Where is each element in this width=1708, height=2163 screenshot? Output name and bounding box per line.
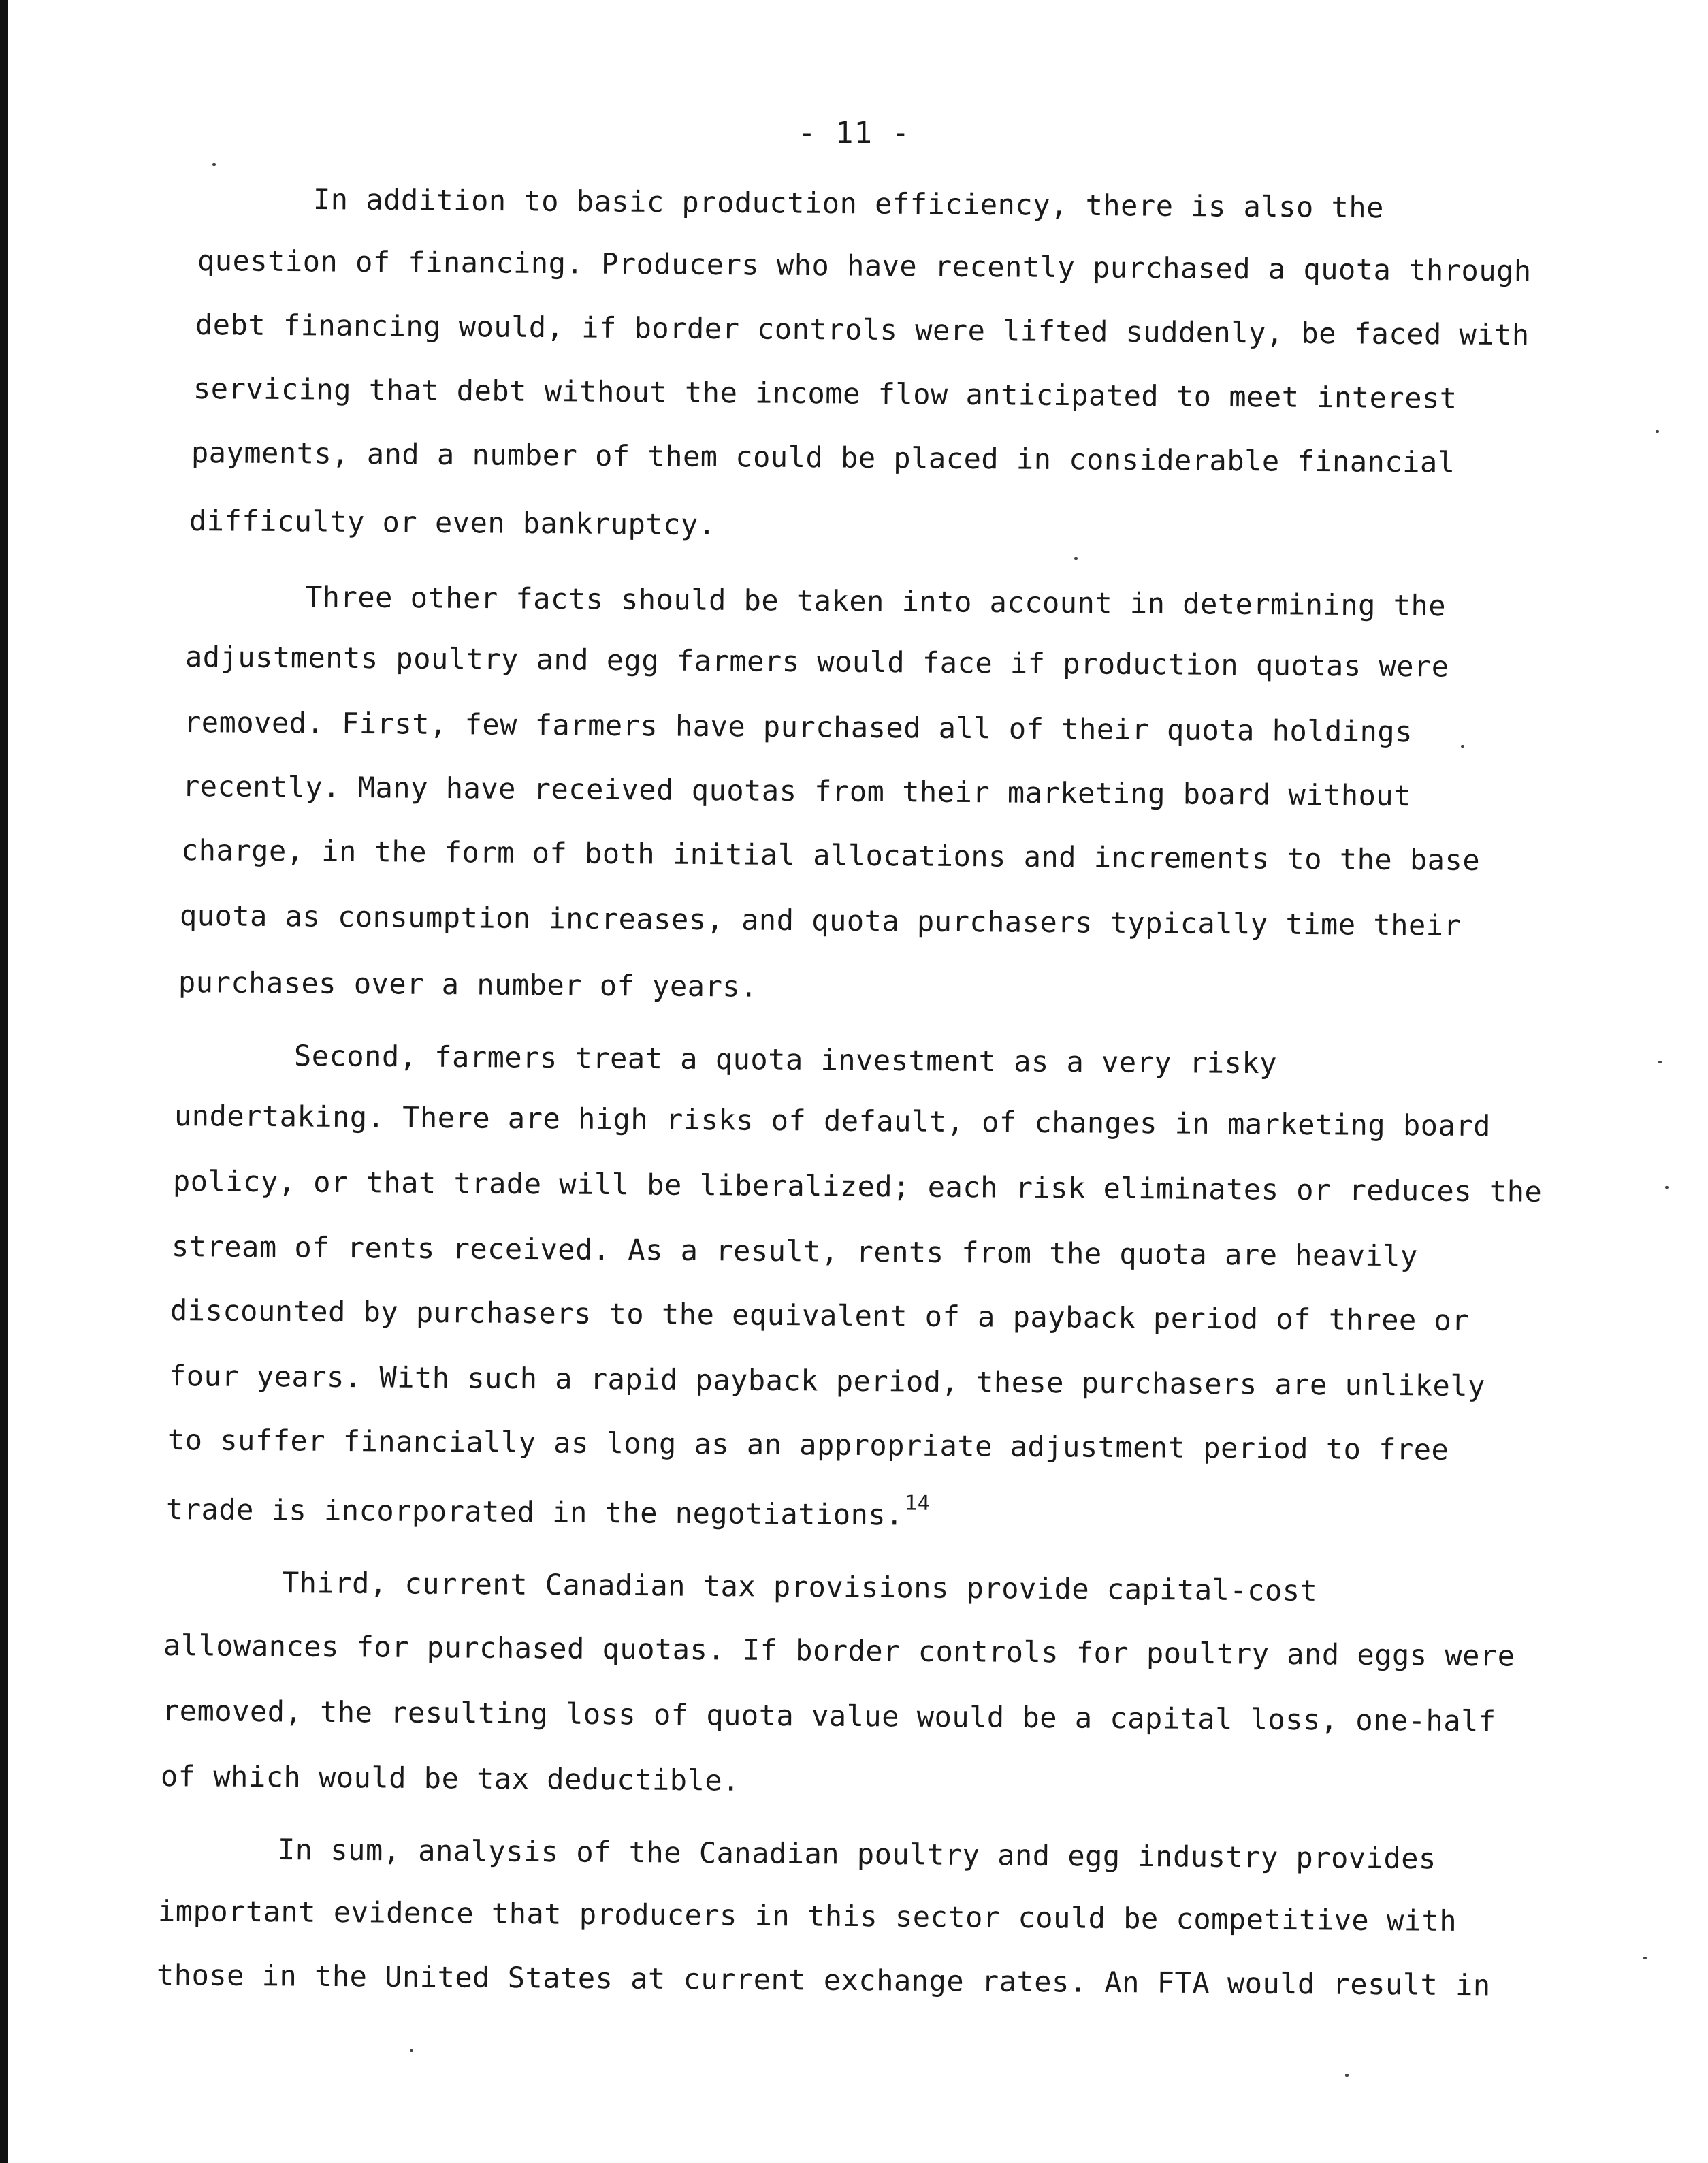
text-line: Second, farmers treat a quota investment as a very risky <box>293 1039 1278 1080</box>
text-line: allowances for purchased quotas. If border controls for poultry and eggs were <box>163 1629 1515 1673</box>
text-line: discounted by purchasers to the equivalent of a payback period of three or <box>170 1294 1470 1337</box>
text-line: Three other facts should be taken into account in determining the <box>304 580 1447 623</box>
footnote-reference: 14 <box>904 1491 931 1516</box>
text-line: In addition to basic production efficiency, there is also the <box>312 182 1385 225</box>
text-line: those in the United States at current exchange rates. An FTA would result in <box>156 1958 1491 2002</box>
text-line: In sum, analysis of the Canadian poultry and egg industry provides <box>277 1833 1437 1876</box>
text-line: charge, in the form of both initial allocations and increments to the base <box>180 833 1481 877</box>
text-line: stream of rents received. As a result, rents from the quota are heavily <box>171 1230 1418 1273</box>
text-line: Third, current Canadian tax provisions provide capital-cost <box>281 1566 1318 1607</box>
scan-speck <box>1345 2074 1349 2077</box>
text-line: important evidence that producers in this sector could be competitive with <box>157 1894 1457 1938</box>
text-line <box>166 1492 931 1532</box>
scan-speck <box>1643 1957 1647 1959</box>
scan-speck <box>410 2049 413 2052</box>
text-line: debt financing would, if border controls were lifted suddenly, be faced with <box>195 308 1530 352</box>
text-line: adjustments poultry and egg farmers would face if production quotas were <box>184 640 1449 684</box>
text-line: removed. First, few farmers have purchased all of their quota holdings <box>183 705 1413 749</box>
text-line-content: trade is incorporated in the negotiations. <box>165 1492 904 1532</box>
text-line: policy, or that trade will be liberalized; each risk eliminates or reduces the <box>172 1164 1543 1208</box>
text-line: undertaking. There are high risks of default, of changes in marketing board <box>174 1099 1492 1143</box>
scan-speck <box>1658 1061 1662 1063</box>
page-number: - 11 - <box>798 116 910 150</box>
text-line: payments, and a number of them could be placed in considerable financial <box>191 436 1455 479</box>
scan-speck <box>212 163 216 166</box>
text-line: purchases over a number of years. <box>178 965 758 1004</box>
text-line: quota as consumption increases, and quota purchasers typically time their <box>179 899 1462 942</box>
text-line: difficulty or even bankruptcy. <box>189 504 716 542</box>
scan-speck <box>1461 745 1464 748</box>
text-line: four years. With such a rapid payback period, these purchasers are unlikely <box>168 1359 1486 1403</box>
text-line: to suffer financially as long as an appropriate adjustment period to free <box>167 1423 1449 1467</box>
scan-speck <box>1074 557 1078 560</box>
text-line: removed, the resulting loss of quota value would be a capital loss, one-half <box>161 1694 1496 1738</box>
text-line: recently. Many have received quotas from their marketing board without <box>182 769 1412 813</box>
scan-speck <box>1665 1186 1669 1189</box>
text-line: of which would be tax deductible. <box>160 1759 741 1797</box>
scan-speck <box>1656 430 1659 433</box>
text-line: question of financing. Producers who have recently purchased a quota through <box>197 244 1532 288</box>
scan-left-edge <box>0 0 8 2163</box>
text-line: servicing that debt without the income flow anticipated to meet interest <box>193 372 1457 415</box>
